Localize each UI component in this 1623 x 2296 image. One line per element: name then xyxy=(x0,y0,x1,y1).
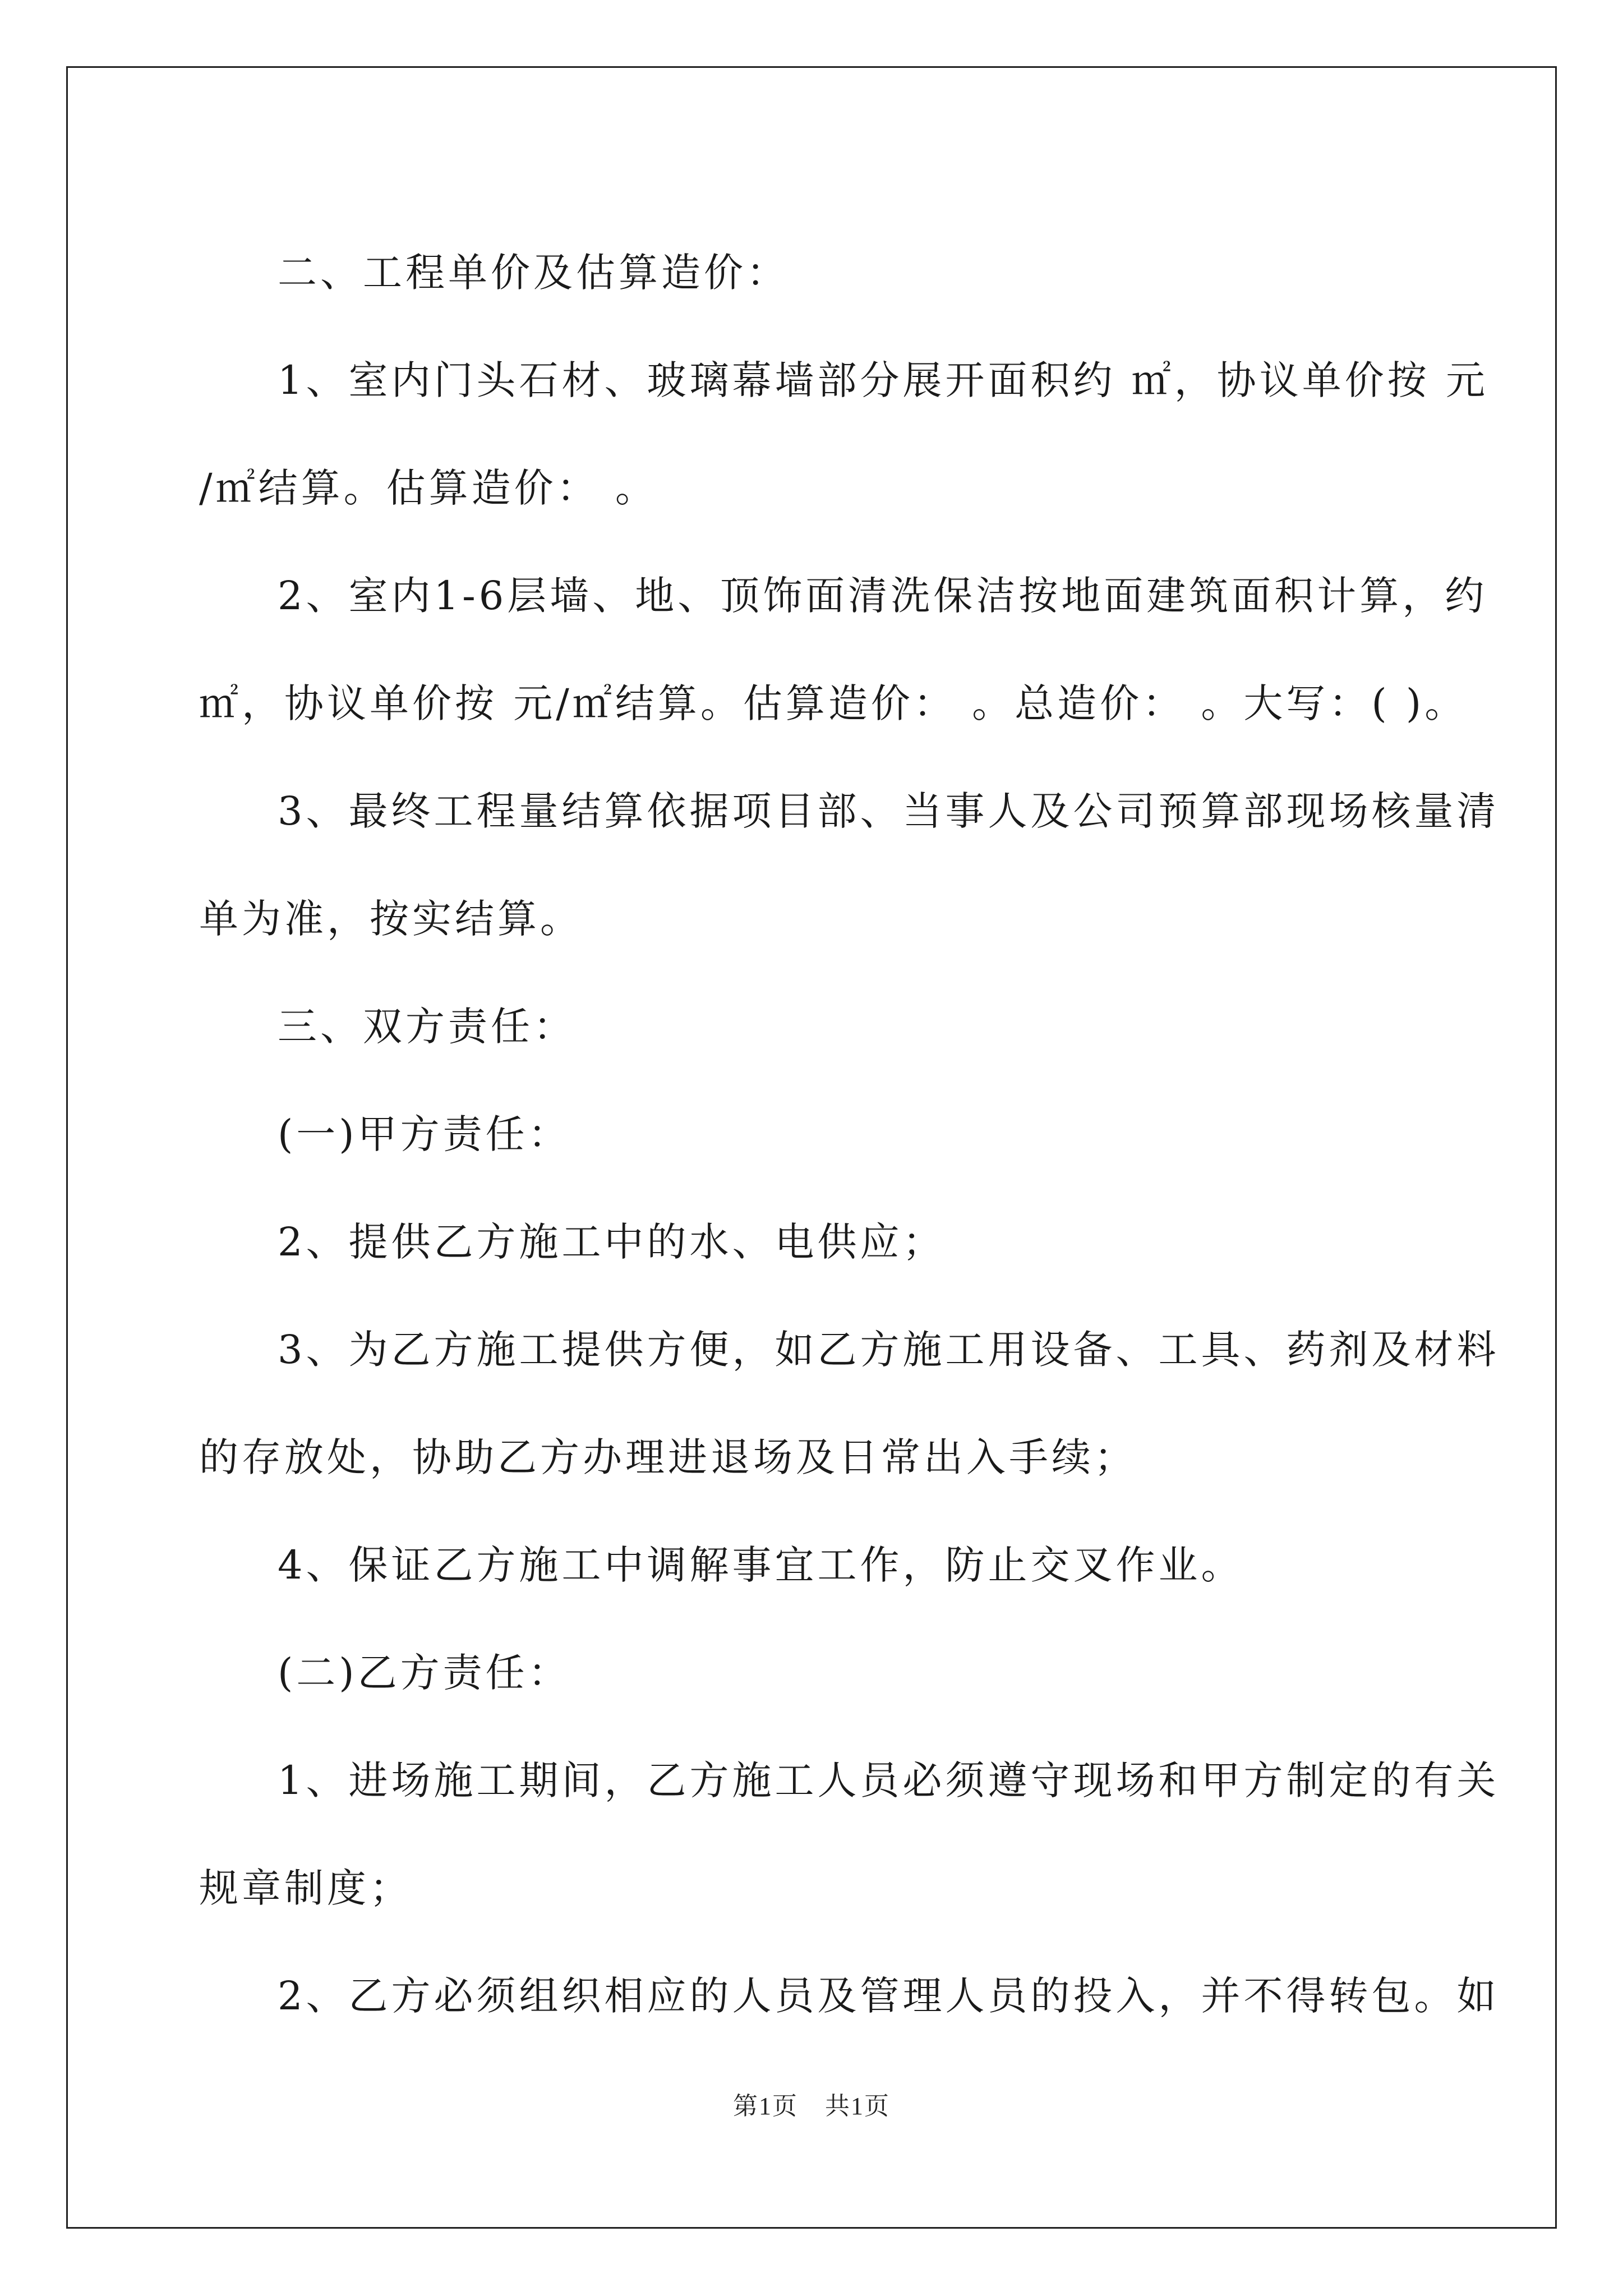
page-total: 共1页 xyxy=(825,2092,890,2120)
paragraph-line: 4、保证乙方施工中调解事宜工作，防止交叉作业。 xyxy=(278,1542,1244,1588)
section-heading-2: 二、工程单价及估算造价： xyxy=(278,250,789,296)
paragraph-line: 1、进场施工期间，乙方施工人员必须遵守现场和甲方制定的有关 xyxy=(278,1757,1500,1803)
paragraph-line: 3、为乙方施工提供方便，如乙方施工用设备、工具、药剂及材料 xyxy=(278,1327,1500,1373)
paragraph-line: 规章制度； xyxy=(199,1865,412,1911)
paragraph-line: 3、最终工程量结算依据项目部、当事人及公司预算部现场核量清 xyxy=(278,788,1500,834)
paragraph-line: /㎡结算。估算造价： 。 xyxy=(199,465,658,511)
paragraph-line: 1、室内门头石材、玻璃幕墙部分展开面积约 ㎡，协议单价按 元 xyxy=(278,357,1489,403)
paragraph-line: 2、乙方必须组织相应的人员及管理人员的投入，并不得转包。如 xyxy=(278,1973,1500,2019)
paragraph-line: 的存放处，协助乙方办理进退场及日常出入手续； xyxy=(199,1434,1137,1480)
section-heading-3: 三、双方责任： xyxy=(278,1004,576,1050)
page-footer xyxy=(0,2086,1623,2122)
subsection-heading-party-a: (一)甲方责任： xyxy=(278,1111,571,1157)
paragraph-line: ㎡，协议单价按 元/㎡结算。估算造价： 。总造价： 。大写：( )。 xyxy=(199,680,1468,726)
subsection-heading-party-b: (二)乙方责任： xyxy=(278,1650,571,1696)
paragraph-line: 单为准，按实结算。 xyxy=(199,896,583,942)
paragraph-line: 2、室内1-6层墙、地、顶饰面清洗保洁按地面建筑面积计算，约 xyxy=(278,573,1488,619)
document-body xyxy=(199,219,1500,2050)
page-number: 第1页 xyxy=(733,2092,798,2120)
paragraph-line: 2、提供乙方施工中的水、电供应； xyxy=(278,1219,946,1265)
